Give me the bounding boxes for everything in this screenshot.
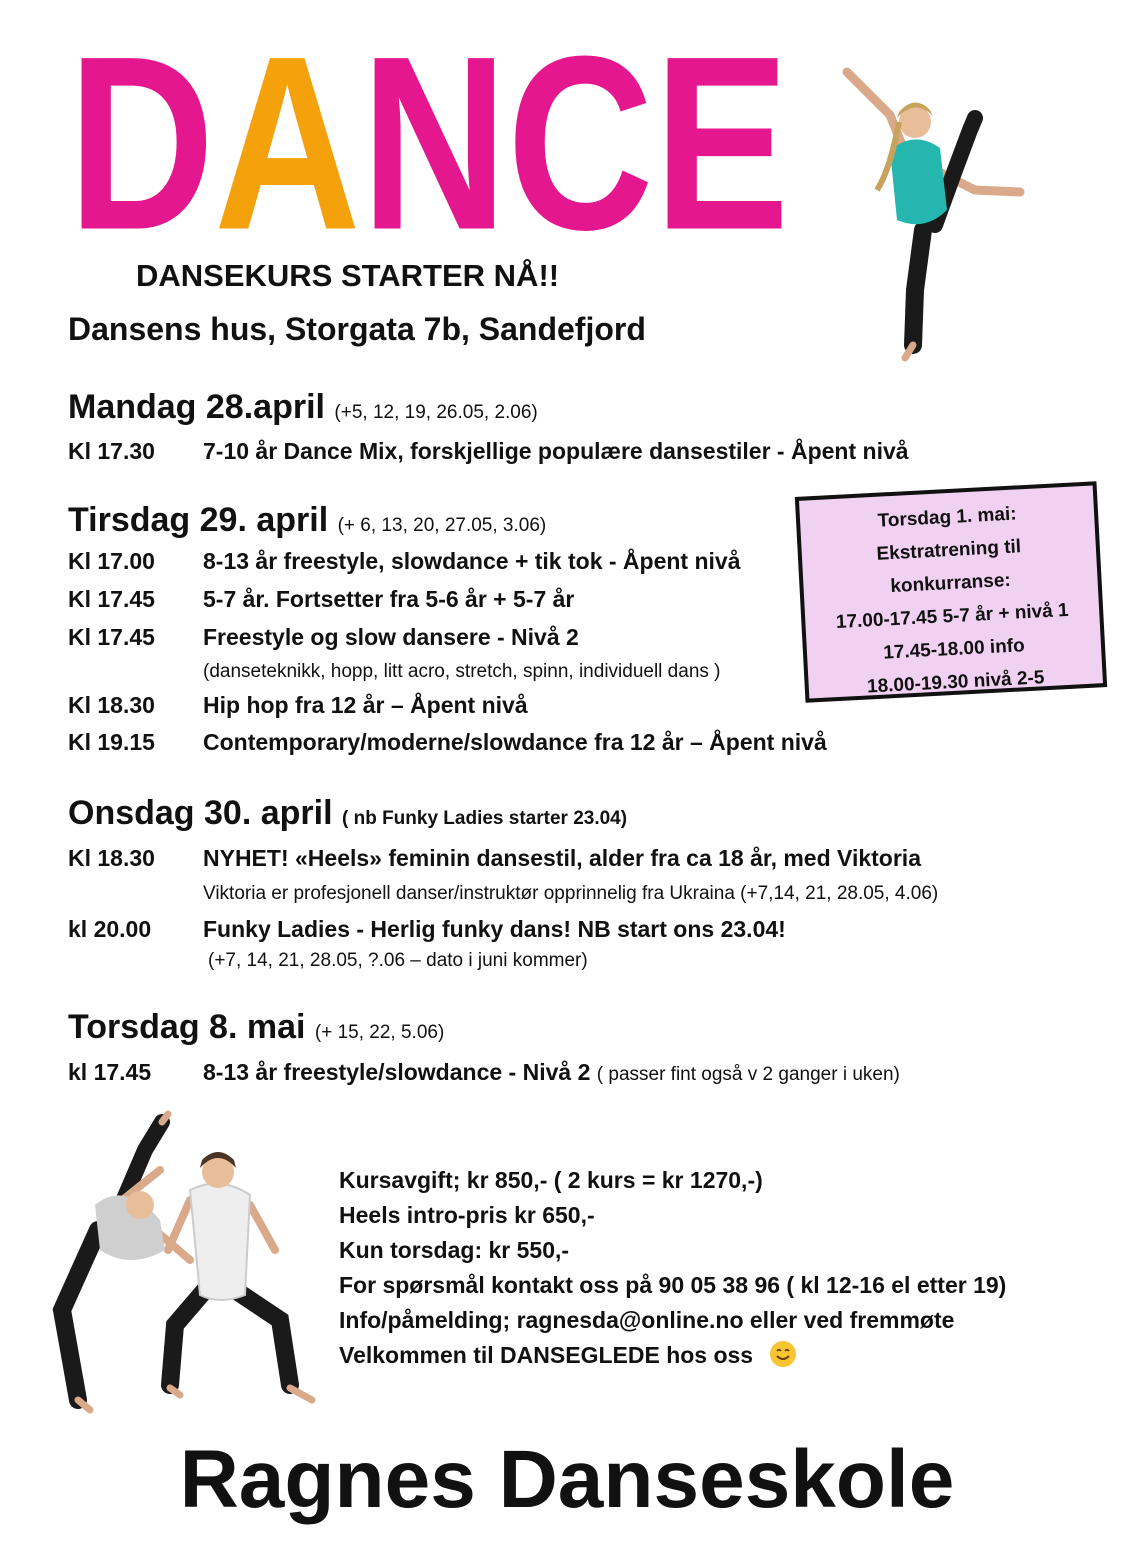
day-title: Tirsdag 29. april: [68, 501, 329, 539]
thursday-price-line: Kun torsdag: kr 550,-: [339, 1237, 570, 1263]
row-text: Funky Ladies - Herlig funky dans! NB start ons 23.04!: [203, 916, 786, 942]
logo-letter-a: A: [214, 4, 358, 283]
logo-letter-c: C: [507, 4, 651, 283]
box-line: 18.00-19.30 nivå 2-5: [866, 667, 1045, 698]
day-heading-thursday: [68, 1008, 444, 1047]
day-title: Mandag 28.april: [68, 388, 325, 426]
row-time: kl 17.45: [68, 1059, 152, 1085]
logo-letter-e: E: [653, 4, 786, 283]
schedule-row: [68, 845, 921, 872]
row-time: Kl 18.30: [68, 692, 155, 718]
row-text: Freestyle og slow dansere - Nivå 2: [203, 624, 579, 650]
info-block: [339, 1163, 1006, 1373]
box-line: 17.45-18.00 info: [882, 635, 1026, 664]
signup-line: Info/påmelding; ragnesda@online.no eller ved fremmøte: [339, 1307, 955, 1333]
dancers-photo: [50, 1110, 330, 1420]
contact-line: For spørsmål kontakt oss på 90 05 38 96 ( kl 12-16 el etter 19): [339, 1272, 1007, 1298]
row-text: Contemporary/moderne/slowdance fra 12 år – Åpent nivå: [203, 729, 827, 755]
box-line: Ekstratrening til: [876, 536, 1022, 565]
row-text: 5-7 år. Fortsetter fra 5-6 år + 5-7 år: [203, 586, 575, 612]
row-text: 8-13 år freestyle, slowdance + tik tok - Åpent nivå: [203, 548, 741, 574]
welcome-text: Velkommen til DANSEGLEDE hos oss: [339, 1342, 754, 1368]
row-subtext: Viktoria er profesjonell danser/instruktør opprinnelig fra Ukraina (+7,14, 21, 28.05, 4.06): [203, 883, 939, 904]
schedule-row: [68, 692, 528, 719]
box-line: konkurranse:: [889, 569, 1012, 598]
day-note: (+ 15, 22, 5.06): [314, 1022, 445, 1043]
row-subtext: (+7, 14, 21, 28.05, ?.06 – dato i juni kommer): [208, 950, 588, 971]
schedule-row: [68, 916, 786, 943]
school-name: Ragnes Danseskole: [179, 1434, 955, 1525]
schedule-row: [68, 438, 909, 465]
day-note: (+ 6, 13, 20, 27.05, 3.06): [337, 515, 547, 536]
box-line: Torsdag 1. mai:: [877, 503, 1018, 532]
day-note: (+5, 12, 19, 26.05, 2.06): [334, 402, 538, 423]
row-time: Kl 17.30: [68, 438, 155, 464]
welcome-line: [339, 1338, 1006, 1373]
row-text: 7-10 år Dance Mix, forskjellige populære dansestiler - Åpent nivå: [203, 438, 909, 464]
box-line: 17.00-17.45 5-7 år + nivå 1: [835, 599, 1070, 634]
logo-letter-n: N: [360, 4, 505, 283]
day-heading-tuesday: [68, 501, 546, 540]
row-extra: ( passer fint også v 2 ganger i uken): [596, 1064, 900, 1085]
row-time: Kl 17.45: [68, 624, 155, 650]
day-heading-wednesday: [68, 794, 627, 833]
row-time: Kl 17.45: [68, 586, 155, 612]
row-time: Kl 18.30: [68, 845, 155, 871]
tagline: DANSEKURS STARTER NÅ!!: [136, 258, 560, 293]
extra-training-box: [795, 481, 1107, 703]
day-title: Torsdag 8. mai: [68, 1008, 306, 1046]
schedule-row: [68, 729, 827, 756]
address: Dansens hus, Storgata 7b, Sandefjord: [68, 311, 646, 347]
row-text: 8-13 år freestyle/slowdance - Nivå 2: [203, 1059, 591, 1085]
dancer-photo: [835, 60, 1035, 370]
schedule-row: [68, 624, 579, 651]
schedule-row: [68, 586, 574, 613]
day-heading-monday: [68, 388, 538, 427]
day-title: Onsdag 30. april: [68, 794, 333, 832]
row-time: kl 20.00: [68, 916, 152, 942]
day-note: ( nb Funky Ladies starter 23.04): [341, 808, 628, 829]
row-time: Kl 17.00: [68, 548, 155, 574]
row-time: Kl 19.15: [68, 729, 155, 755]
price-line: Kursavgift; kr 850,- ( 2 kurs = kr 1270,-): [339, 1167, 763, 1193]
row-subtext: (danseteknikk, hopp, litt acro, stretch, spinn, individuell dans ): [203, 661, 721, 682]
row-text: NYHET! «Heels» feminin dansestil, alder fra ca 18 år, med Viktoria: [203, 845, 921, 871]
row-text: Hip hop fra 12 år – Åpent nivå: [203, 692, 528, 718]
smiling-face-icon: [770, 1341, 796, 1367]
schedule-row: [68, 548, 741, 575]
schedule-row: [68, 1059, 900, 1086]
heels-price-line: Heels intro-pris kr 650,-: [339, 1202, 595, 1228]
logo-letter-d: D: [68, 4, 212, 283]
